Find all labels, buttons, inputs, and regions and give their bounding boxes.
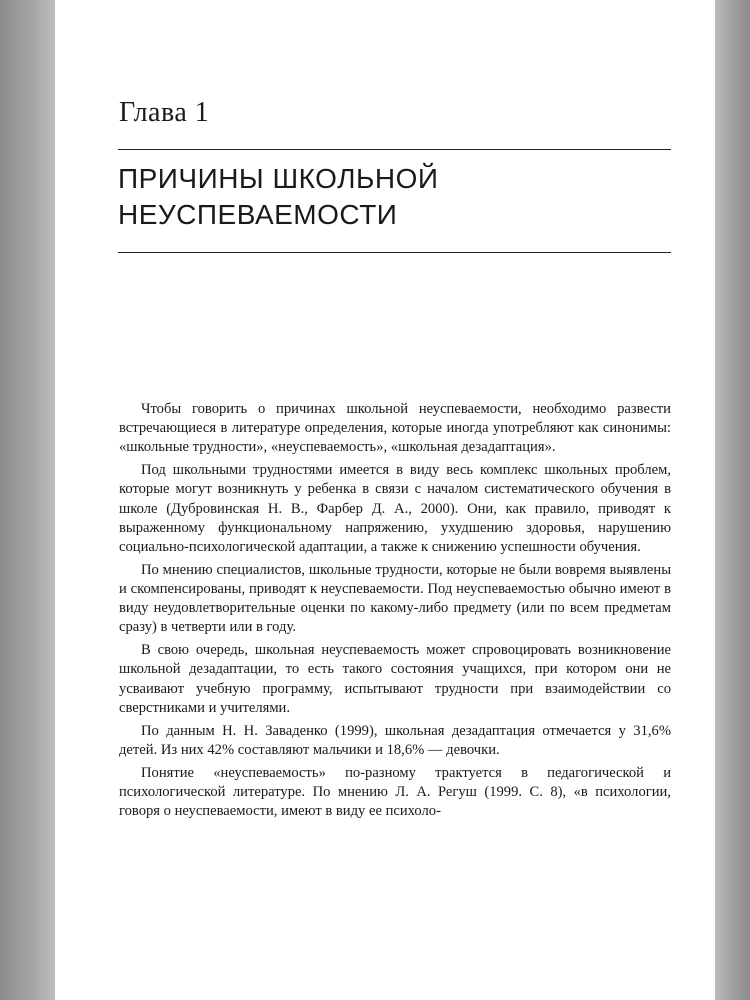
right-background-edge [715,0,750,1000]
chapter-title [118,161,671,233]
paragraph: По мнению специалистов, школьные трудности, которые не были вовремя выявлены и скомпенсированы, приводят к неуспеваемости. Под неуспеваемостью обычно имеют в виду неудовлетворительные оценки по какому-либо предмету (или по всем предметам сразу) в четверти или в году. [119,561,671,636]
paragraph: Под школьными трудностями имеется в виду весь комплекс школьных проблем, которые могут возникнуть у ребенка в связи с началом систематического обучения в школе (Дубровинская Н. В., Фарбер Д. А., 2000). Они, как правило, приводят к выраженному функциональному напряжению, ухудшению здоровья, нарушению социально-психологической адаптации, а также к снижению успешности обучения. [119,462,671,556]
chapter-title-line-2: НЕУСПЕВАЕМОСТИ [118,199,398,230]
bottom-rule [118,252,671,253]
chapter-label: Глава 1 [119,97,210,128]
paragraph: По данным Н. Н. Заваденко (1999), школьная дезадаптация отмечается у 31,6% детей. Из них 42% составляют мальчики и 18,6% — девочки. [119,722,671,758]
paragraph: Чтобы говорить о причинах школьной неуспеваемости, необходимо развести встречающиеся в литературе определения, которые иногда употребляют как синонимы: «школьные трудности», «неуспеваемость», «школьная дезадаптация». [119,401,671,456]
top-rule [118,149,671,150]
book-page [55,0,715,1000]
paragraph: Понятие «неуспеваемость» по-разному трактуется в педагогической и психологической литературе. По мнению Л. А. Регуш (1999. С. 8), «в психологии, говоря о неуспеваемости, имеют в виду ее психоло- [119,764,671,820]
paragraph: В свою очередь, школьная неуспеваемость может спровоцировать возникновение школьной дезадаптации, то есть такого состояния учащихся, при котором они не усваивают учебную программу, испытывают трудности при взаимодействии со сверстниками и учителями. [119,642,671,716]
chapter-title-line-1: ПРИЧИНЫ ШКОЛЬНОЙ [118,163,439,194]
left-background-edge [0,0,55,1000]
body-text [119,400,671,825]
